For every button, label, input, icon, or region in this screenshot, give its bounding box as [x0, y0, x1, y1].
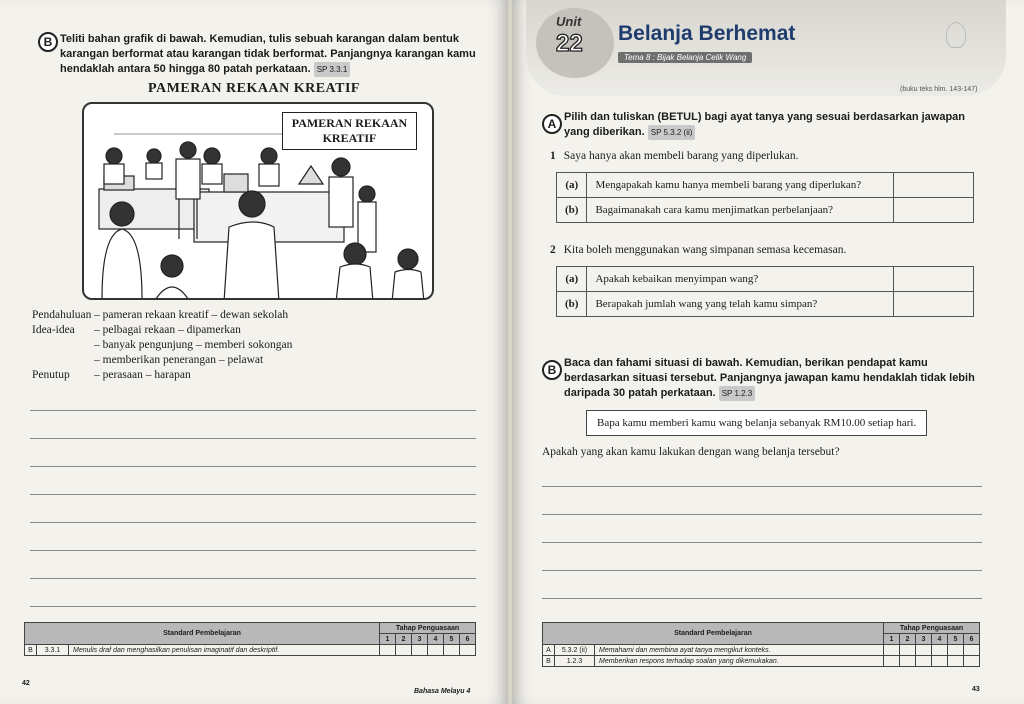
sp-code: SP 5.3.2 (ii) — [648, 125, 696, 140]
level-cell: 3 — [916, 634, 932, 645]
tahap-header: Tahap Penguasaan — [884, 623, 980, 634]
instruction-text: Pilih dan tuliskan (BETUL) bagi ayat tanya yang sesuai berdasarkan jawapan yang diberikan. — [564, 111, 966, 138]
writing-line[interactable] — [30, 550, 476, 551]
unit-number: 22 — [556, 30, 583, 57]
section-b-instruction-right — [564, 356, 980, 401]
writing-line[interactable] — [30, 522, 476, 523]
option-text: Berapakah jumlah wang yang telah kamu simpan? — [587, 292, 894, 317]
left-page — [0, 0, 508, 704]
level-cell: 2 — [900, 634, 916, 645]
outline-row — [32, 353, 332, 368]
instruction-text: Teliti bahan grafik di bawah. Kemudian, tulis sebuah karangan dalam bentuk karangan berformat atau karangan tidak berformat. Panjangnya karangan kamu hendaklah antara 50 hingga 80 patah perkataan. — [60, 33, 476, 75]
outline-label: Idea-idea — [32, 324, 75, 336]
table-row — [25, 645, 476, 656]
row-desc: Memahami dan membina ayat tanya mengikut konteks. — [595, 645, 884, 656]
level-cell: 5 — [444, 634, 460, 645]
level-checkbox[interactable] — [396, 645, 412, 656]
section-b-badge-right: B — [542, 360, 562, 380]
row-desc: Memberikan respons terhadap soalan yang dikemukakan. — [595, 656, 884, 667]
outline-text: – perasaan – harapan — [94, 369, 191, 381]
outline-row — [32, 323, 332, 338]
level-checkbox[interactable] — [460, 645, 476, 656]
standard-table-right — [542, 622, 980, 667]
writing-line[interactable] — [542, 486, 982, 487]
outline-label — [32, 338, 94, 353]
right-page — [512, 0, 1024, 704]
outline-text: – banyak pengunjung – memberi sokongan — [94, 339, 293, 351]
level-cell: 6 — [964, 634, 980, 645]
option-text: Bagaimanakah cara kamu menjimatkan perbelanjaan? — [587, 198, 894, 223]
level-checkbox[interactable] — [948, 645, 964, 656]
answer-box[interactable] — [894, 173, 974, 198]
table-row — [543, 645, 980, 656]
outline-label: Penutup — [32, 369, 70, 381]
writing-line[interactable] — [542, 598, 982, 599]
level-cell: 6 — [460, 634, 476, 645]
outline-label — [32, 353, 94, 368]
level-checkbox[interactable] — [884, 656, 900, 667]
question-2 — [550, 244, 846, 256]
row-section: B — [25, 645, 37, 656]
sp-code: SP 3.3.1 — [314, 62, 351, 77]
level-checkbox[interactable] — [932, 645, 948, 656]
question-number: 1 — [550, 150, 556, 162]
writing-line[interactable] — [542, 542, 982, 543]
exhibition-banner: PAMERAN REKAAN KREATIF — [282, 112, 417, 150]
theme-label: Tema 8 : Bijak Belanja Celik Wang — [618, 52, 752, 63]
level-checkbox[interactable] — [932, 656, 948, 667]
sp-code: SP 1.2.3 — [719, 386, 756, 401]
level-checkbox[interactable] — [900, 645, 916, 656]
writing-line[interactable] — [30, 606, 476, 607]
standard-header: Standard Pembelajaran — [25, 623, 380, 645]
tahap-header: Tahap Penguasaan — [380, 623, 476, 634]
level-checkbox[interactable] — [900, 656, 916, 667]
option-row[interactable] — [557, 198, 974, 223]
outline-text: – pelbagai rekaan – dipamerkan — [94, 324, 241, 336]
section-a-instruction — [564, 110, 976, 140]
book-footer: Bahasa Melayu 4 — [414, 688, 471, 695]
option-row[interactable] — [557, 267, 974, 292]
question-2-options — [556, 266, 974, 317]
outline-text: – pameran rekaan kreatif – dewan sekolah — [94, 309, 289, 321]
question-1 — [550, 150, 798, 162]
row-code: 1.2.3 — [555, 656, 595, 667]
outline-row — [32, 308, 332, 323]
level-checkbox[interactable] — [916, 645, 932, 656]
level-checkbox[interactable] — [948, 656, 964, 667]
essay-outline — [32, 308, 332, 383]
outline-row — [32, 338, 332, 353]
option-row[interactable] — [557, 292, 974, 317]
level-cell: 5 — [948, 634, 964, 645]
answer-box[interactable] — [894, 198, 974, 223]
level-checkbox[interactable] — [964, 645, 980, 656]
section-b-instruction — [60, 32, 485, 77]
section-b-badge: B — [38, 32, 58, 52]
textbook-ref: (buku teks hlm. 143-147) — [900, 86, 978, 93]
question-stem: Saya hanya akan membeli barang yang diperlukan. — [563, 150, 799, 162]
writing-line[interactable] — [542, 570, 982, 571]
level-checkbox[interactable] — [916, 656, 932, 667]
level-checkbox[interactable] — [444, 645, 460, 656]
outline-label: Pendahuluan — [32, 309, 92, 321]
row-section: B — [543, 656, 555, 667]
question-stem: Kita boleh menggunakan wang simpanan semasa kecemasan. — [563, 244, 847, 256]
level-cell: 2 — [396, 634, 412, 645]
level-cell: 1 — [884, 634, 900, 645]
row-desc: Menulis draf dan menghasilkan penulisan imaginatif dan deskriptif. — [69, 645, 380, 656]
writing-line[interactable] — [542, 514, 982, 515]
writing-line[interactable] — [30, 578, 476, 579]
page-number-left: 42 — [22, 680, 30, 687]
table-row — [543, 656, 980, 667]
option-row[interactable] — [557, 173, 974, 198]
row-code: 5.3.2 (ii) — [555, 645, 595, 656]
exhibition-illustration — [82, 102, 434, 300]
level-cell: 4 — [428, 634, 444, 645]
level-cell: 1 — [380, 634, 396, 645]
row-code: 3.3.1 — [37, 645, 69, 656]
writing-line[interactable] — [30, 438, 476, 439]
level-checkbox[interactable] — [884, 645, 900, 656]
outline-row — [32, 368, 332, 383]
level-checkbox[interactable] — [380, 645, 396, 656]
writing-line[interactable] — [30, 494, 476, 495]
option-text: Apakah kebaikan menyimpan wang? — [587, 267, 894, 292]
question-number: 2 — [550, 244, 556, 256]
option-label: (b) — [557, 198, 587, 223]
row-section: A — [543, 645, 555, 656]
page-number-right: 43 — [972, 686, 980, 693]
outline-text: – memberikan penerangan – pelawat — [94, 354, 264, 366]
level-cell: 3 — [412, 634, 428, 645]
answer-box[interactable] — [894, 292, 974, 317]
writing-line[interactable] — [30, 466, 476, 467]
level-checkbox[interactable] — [964, 656, 980, 667]
unit-label: Unit — [556, 14, 582, 29]
picture-title: PAMERAN REKAAN KREATIF — [148, 81, 360, 96]
option-label: (a) — [557, 267, 587, 292]
instruction-text: Baca dan fahami situasi di bawah. Kemudian, berikan pendapat kamu berdasarkan situasi tersebut. Panjangnya jawapan kamu hendaklah tidak lebih daripada 30 patah perkataan. — [564, 357, 975, 399]
level-cell: 4 — [932, 634, 948, 645]
situation-box: Bapa kamu memberi kamu wang belanja sebanyak RM10.00 setiap hari. — [586, 410, 927, 436]
level-checkbox[interactable] — [428, 645, 444, 656]
situation-question: Apakah yang akan kamu lakukan dengan wang belanja tersebut? — [542, 446, 840, 458]
answer-box[interactable] — [894, 267, 974, 292]
standard-header: Standard Pembelajaran — [543, 623, 884, 645]
question-1-options — [556, 172, 974, 223]
unit-title: Belanja Berhemat — [618, 22, 796, 45]
option-label: (a) — [557, 173, 587, 198]
section-a-badge: A — [542, 114, 562, 134]
option-label: (b) — [557, 292, 587, 317]
option-text: Mengapakah kamu hanya membeli barang yang diperlukan? — [587, 173, 894, 198]
level-checkbox[interactable] — [412, 645, 428, 656]
balloon-icon — [946, 22, 966, 48]
writing-line[interactable] — [30, 410, 476, 411]
standard-table-left — [24, 622, 476, 656]
